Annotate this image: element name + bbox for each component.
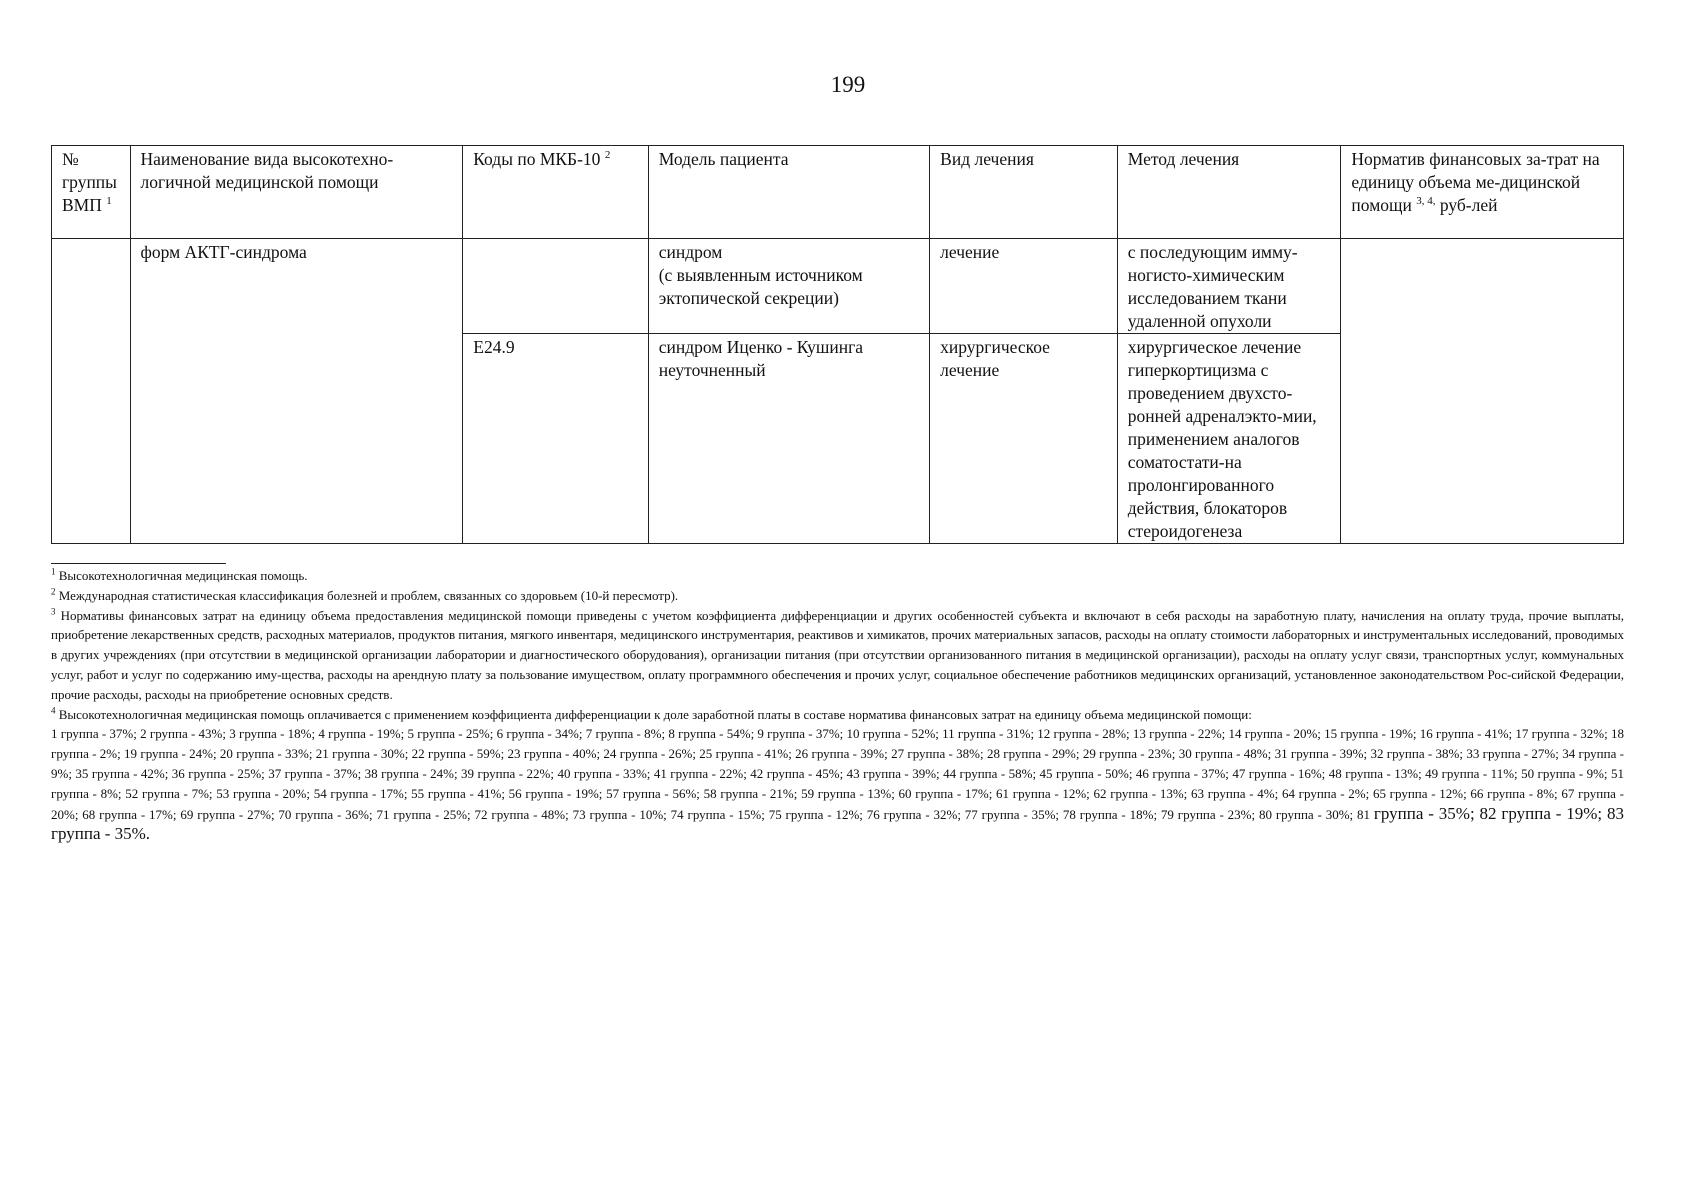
page-number: 199: [830, 72, 866, 97]
header-icd-codes: Коды по МКБ-10 $^2$: [463, 146, 648, 239]
header-patient-model: Модель пациента: [648, 146, 929, 239]
footnote-separator: [51, 563, 226, 564]
table-row: [52, 239, 1624, 334]
cell-patient-model: синдром (с выявленным источником эктопической секреции): [648, 239, 929, 334]
cell-treatment-method: с последующим имму-ногисто-химическим исследованием ткани удаленной опухоли: [1117, 239, 1341, 334]
footnote-4: $^4$ Высокотехнологичная медицинская помощь оплачивается с применением коэффициента дифференциации к доле заработной платы в составе норматива финансовых затрат на единицу объема медицинской помощи:: [51, 705, 1252, 722]
cell-icd-codes: E24.9: [463, 334, 648, 544]
footnote-4-groups: 1 группа - 37%; 2 группа - 43%; 3 группа - 18%; 4 группа - 19%; 5 группа - 25%; 6 группа - 34%; 7 группа - 8%; 8 группа - 54%; 9 группа - 37%; 10 группа - 52%; 11 группа - 31%; 12 группа - 28%; 13 группа - 22%; 14 группа - 20%; 15 группа - 19%; 16 группа - 41%; 17 группа - 32%; 18 группа - 2%; 19 группа - 24%; 20 группа - 33%; 21 группа - 30%; 22 группа - 59%; 23 группа - 40%; 24 группа - 26%; 25 группа - 41%; 26 группа - 39%; 27 группа - 38%; 28 группа - 29%; 29 группа - 23%; 30 группа - 48%; 31 группа - 39%; 32 группа - 38%; 33 группа - 27%; 34 группа - 9%; 35 группа - 42%; 36 группа - 25%; 37 группа - 37%; 38 группа - 24%; 39 группа - 22%; 40 группа - 33%; 41 группа - 22%; 42 группа - 45%; 43 группа - 39%; 44 группа - 58%; 45 группа - 50%; 46 группа - 37%; 47 группа - 16%; 48 группа - 13%; 49 группа - 11%; 50 группа - 9%; 51 группа - 8%; 52 группа - 7%; 53 группа - 20%; 54 группа - 17%; 55 группа - 41%; 56 группа - 19%; 57 группа - 56%; 58 группа - 21%; 59 группа - 13%; 60 группа - 17%; 61 группа - 12%; 62 группа - 13%; 63 группа - 4%; 64 группа - 2%; 65 группа - 12%; 66 группа - 8%; 67 группа - 20%; 68 группа - 17%; 69 группа - 27%; 70 группа - 36%; 71 группа - 25%; 72 группа - 48%; 73 группа - 10%; 74 группа - 15%; 75 группа - 12%; 76 группа - 32%; 77 группа - 35%; 78 группа - 18%; 79 группа - 23%; 80 группа - 30%; 81 группа - 35%; 82 группа - 19%; 83 группа - 35%.: [51, 726, 1625, 844]
footnote-3: $^3$ Нормативы финансовых затрат на единицу объема предоставления медицинской помощи приведены с учетом коэффициента дифференциации и других особенностей субъекта и включают в себя расходы на заработную плату, начисления на оплату труда, прочие выплаты, приобретение лекарственных средств, расходных материалов, продуктов питания, мягкого инвентаря, медицинского инструментария, реактивов и химикатов, прочих материальных запасов, расходы на оплату стоимости лабораторных и инструментальных исследований, проводимых в других учреждениях (при отсутствии в медицинской организации лаборатории и диагностического оборудования), организации питания (при отсутствии организованного питания в медицинской организации), расходы на оплату услуг связи, транспортных услуг, коммунальных услуг, работ и услуг по содержанию иму-щества, расходы на арендную плату за пользование имуществом, оплату программного обеспечения и прочих услуг, социальное обеспечение работников медицинских организаций, установленное законодательством Рос-сийской Федерации, прочие расходы, расходы на приобретение основных средств.: [51, 606, 1625, 702]
cell-patient-model: синдром Иценко - Кушинга неуточненный: [648, 334, 929, 544]
table-header-row: [52, 146, 1624, 239]
cell-treatment-method: хирургическое лечение гиперкортицизма с проведением двухсто-ронней адреналэкто-мии, применением аналогов соматостати-на пролонгированного действия, блокаторов стероидогенеза: [1117, 334, 1341, 544]
footnote-2: $^2$ Международная статистическая классификация болезней и проблем, связанных со здоровьем (10-й пересмотр).: [51, 586, 679, 603]
header-treatment-type: Вид лечения: [930, 146, 1118, 239]
cell-icd-codes: [463, 239, 648, 334]
header-care-type-name: Наименование вида высокотехно-логичной медицинской помощи: [130, 146, 463, 239]
footnote-1: $^1$ Высокотехнологичная медицинская помощь.: [51, 566, 308, 583]
cell-treatment-type: лечение: [930, 239, 1118, 334]
vmp-table: [51, 145, 1624, 544]
cell-group-number: [52, 239, 131, 544]
cell-care-type-name: форм АКТГ-синдрома: [130, 239, 463, 544]
header-treatment-method: Метод лечения: [1117, 146, 1341, 239]
cell-treatment-type: хирургическое лечение: [930, 334, 1118, 544]
header-group-number: № группы ВМП $^1$: [52, 146, 131, 239]
header-cost-norm: Норматив финансовых за-трат на единицу объема ме-дицинской помощи $^{3, 4,}$ руб-лей: [1341, 146, 1624, 239]
cell-cost-norm: [1341, 239, 1624, 544]
footnotes: [51, 566, 1624, 845]
